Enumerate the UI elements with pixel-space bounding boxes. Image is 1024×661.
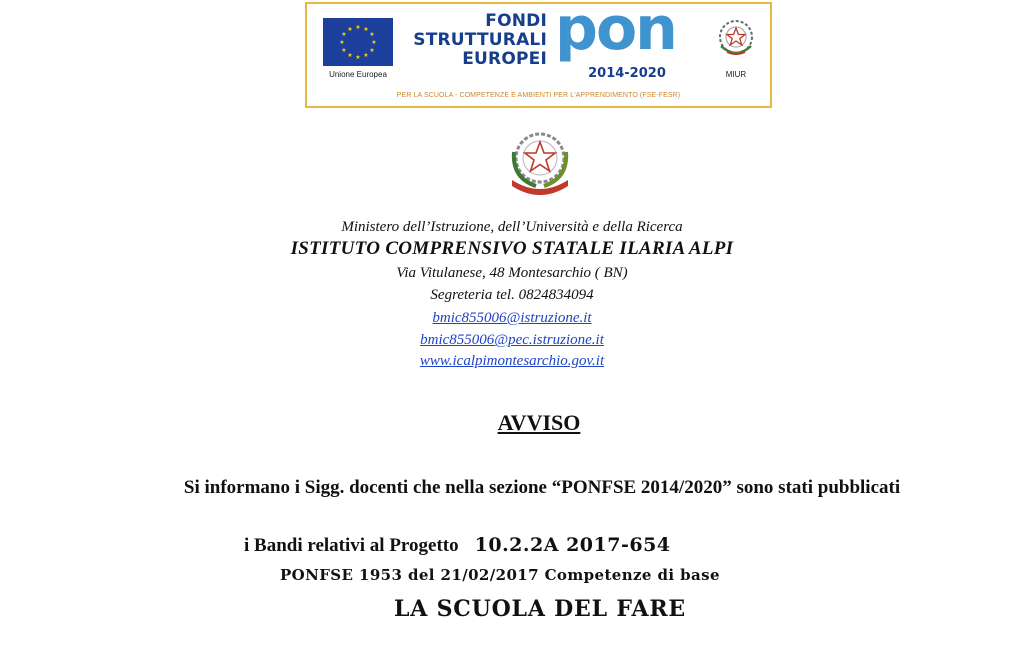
notice-line-3: PONFSE 1953 del 21/02/2017 Competenze di base <box>280 566 720 584</box>
website-link-row <box>0 352 1024 370</box>
pec-link-row <box>0 331 1024 349</box>
school-name: ISTITUTO COMPRENSIVO STATALE ILARIA ALPI <box>290 238 734 259</box>
email-link-row <box>0 309 1024 327</box>
pec-email-link[interactable]: bmic855006@pec.istruzione.it <box>420 332 604 348</box>
eu-flag-icon <box>323 18 393 66</box>
repubblica-italiana-emblem-icon <box>498 122 582 202</box>
miur-emblem-icon <box>715 16 757 62</box>
fondi-strutturali-logo <box>407 12 547 69</box>
svg-text:★: ★ <box>355 24 361 31</box>
svg-text:★: ★ <box>347 26 353 33</box>
svg-text:★: ★ <box>369 31 375 38</box>
eu-caption: Unione Europea <box>329 70 387 79</box>
svg-text:★: ★ <box>339 39 345 46</box>
svg-text:★: ★ <box>363 52 369 59</box>
svg-text:★: ★ <box>371 39 377 46</box>
notice-title: AVVISO <box>497 410 581 435</box>
pon-banner <box>305 2 772 108</box>
svg-text:★: ★ <box>347 52 353 59</box>
miur-caption: MIUR <box>725 70 747 79</box>
school-address: Via Vitulanese, 48 Montesarchio ( BN) <box>396 265 628 281</box>
website-link[interactable]: www.icalpimontesarchio.gov.it <box>419 353 605 369</box>
svg-text:★: ★ <box>363 26 369 33</box>
notice-line-2-lead: i Bandi relativi al Progetto <box>244 535 459 556</box>
notice-line-1: Si informano i Sigg. docenti che nella sezione “PONFSE 2014/2020” sono stati pubblicati <box>183 477 901 498</box>
fondi-line: STRUTTURALI <box>413 30 547 50</box>
project-title: LA SCUOLA DEL FARE <box>394 596 686 622</box>
notice-line-2 <box>244 534 671 557</box>
svg-text:★: ★ <box>355 54 361 61</box>
svg-text:★: ★ <box>341 31 347 38</box>
email-link[interactable]: bmic855006@istruzione.it <box>432 310 592 326</box>
svg-text:★: ★ <box>341 47 347 54</box>
svg-text:★: ★ <box>369 47 375 54</box>
office-phone: Segreteria tel. 0824834094 <box>430 287 594 303</box>
banner-tagline: PER LA SCUOLA - COMPETENZE E AMBIENTI PER L'APPRENDIMENTO (FSE-FESR) <box>396 92 681 99</box>
fondi-line: EUROPEI <box>462 49 547 69</box>
pon-logo-word: pon <box>555 0 676 64</box>
fondi-line: FONDI <box>485 11 547 31</box>
ministry-line: Ministero dell’Istruzione, dell’Università e della Ricerca <box>341 219 683 235</box>
project-code: 10.2.2A 2017-654 <box>474 534 671 556</box>
pon-years: 2014-2020 <box>588 66 666 81</box>
